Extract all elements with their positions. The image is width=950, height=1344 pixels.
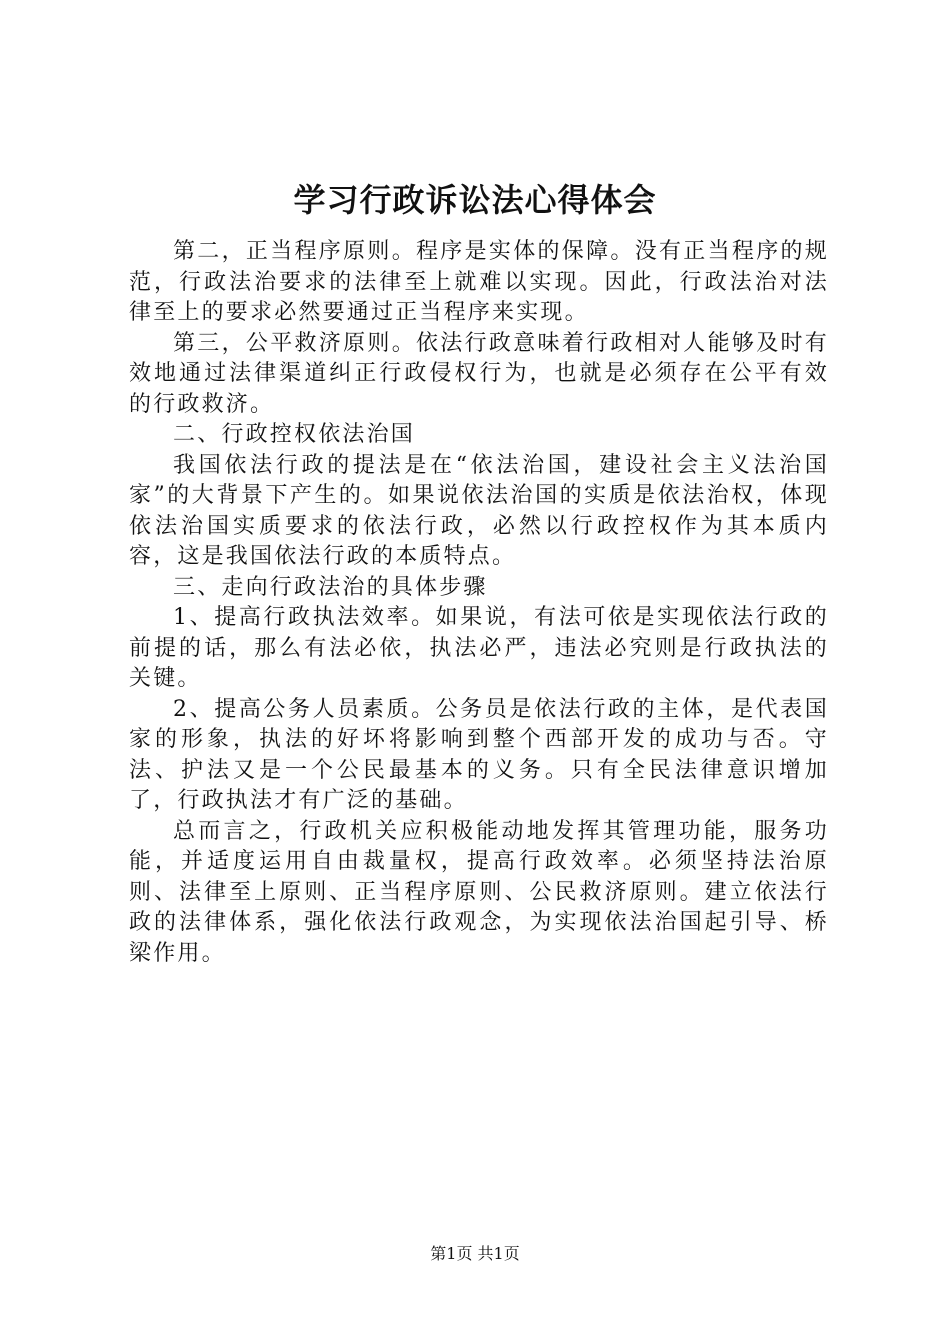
- section-heading-steps: 三、走向行政法治的具体步骤: [173, 574, 488, 600]
- page-footer: 第1页 共1页: [430, 1244, 520, 1263]
- paragraph-rule-of-law-context: 我国依法行政的提法是在“依法治国，建设社会主义法治国家”的大背景下产生的。如果说依法治国的实质是依法治权，体现依法治国实质要求的依法行政，必然以行政控权作为其本质内容，这是我国依法行政的本质特点。: [129, 452, 829, 569]
- document-body: [129, 237, 829, 969]
- section-heading-control-power: 二、行政控权依法治国: [173, 422, 416, 447]
- paragraph-remedy-principle: 第三，公平救济原则。依法行政意味着行政相对人能够及时有效地通过法律渠道纠正行政侵权行为，也就是必须存在公平有效的行政救济。: [129, 330, 829, 417]
- paragraph-step-efficiency: 1、提高行政执法效率。如果说，有法可依是实现依法行政的前提的话，那么有法必依，执法必严，违法必究则是行政执法的关键。: [129, 605, 829, 691]
- paragraph-conclusion: 总而言之，行政机关应积极能动地发挥其管理功能，服务功能，并适度运用自由裁量权，提高行政效率。必须坚持法治原则、法律至上原则、正当程序原则、公民救济原则。建立依法行政的法律体系，强化依法行政观念，为实现依法治国起引导、桥梁作用。: [129, 818, 829, 966]
- paragraph-step-quality: 2、提高公务人员素质。公务员是依法行政的主体，是代表国家的形象，执法的好坏将影响到整个西部开发的成功与否。守法、护法又是一个公民最基本的义务。只有全民法律意识增加了，行政执法才有广泛的基础。: [129, 696, 829, 813]
- document-title: 学习行政诉讼法心得体会: [293, 181, 657, 219]
- paragraph-procedure-principle: 第二，正当程序原则。程序是实体的保障。没有正当程序的规范，行政法治要求的法律至上就难以实现。因此，行政法治对法律至上的要求必然要通过正当程序来实现。: [129, 239, 829, 325]
